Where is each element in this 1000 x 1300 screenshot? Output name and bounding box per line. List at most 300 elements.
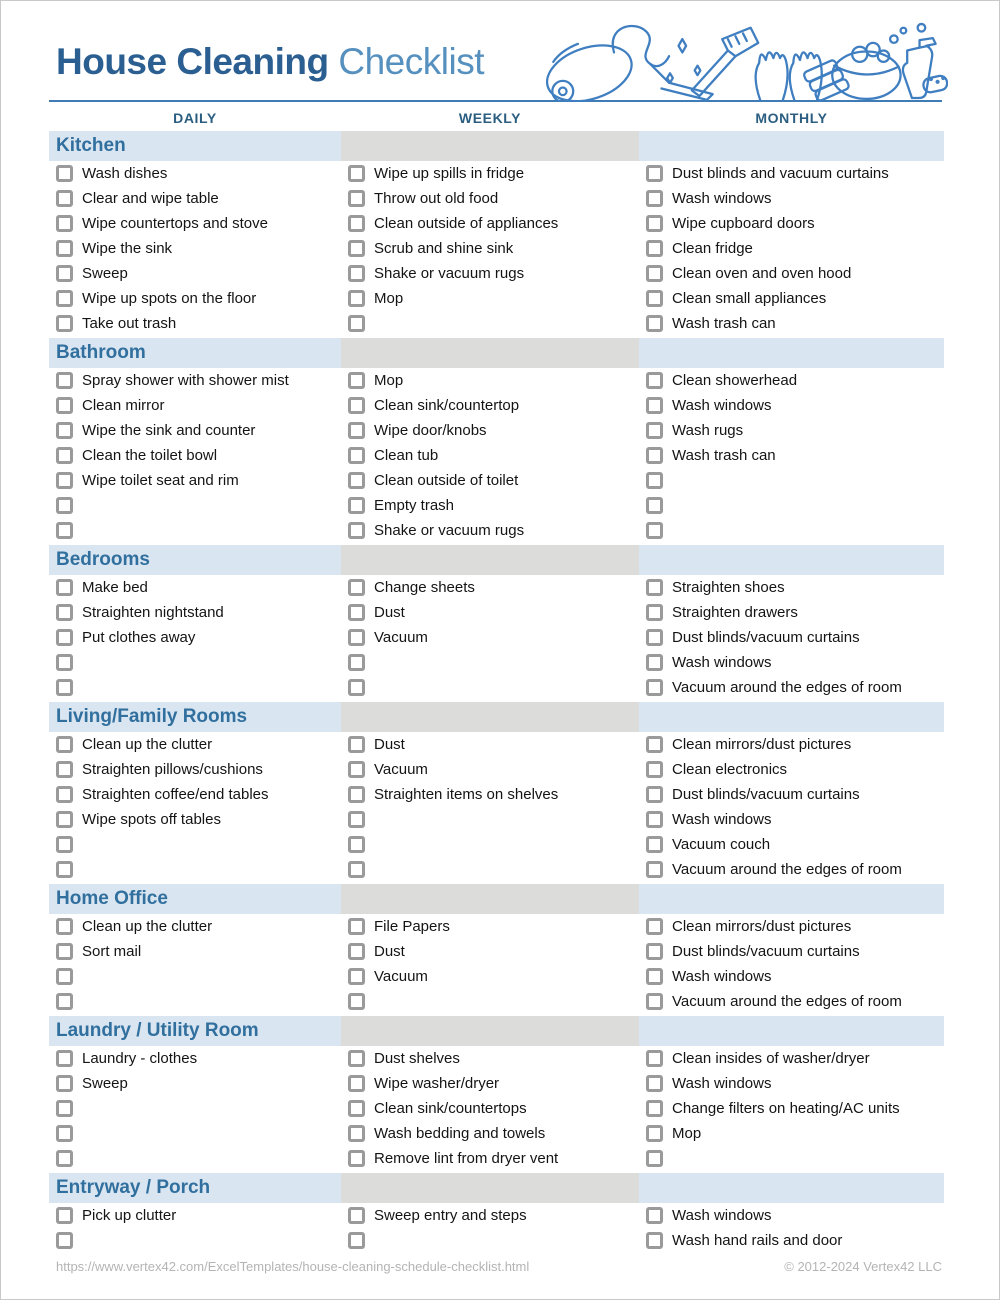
checklist-row xyxy=(49,493,341,518)
item-label: Change filters on heating/AC units xyxy=(672,1100,900,1117)
checkbox[interactable] xyxy=(56,372,73,389)
checkbox[interactable] xyxy=(348,497,365,514)
checkbox[interactable] xyxy=(646,290,663,307)
checkbox[interactable] xyxy=(348,190,365,207)
item-label: Laundry - clothes xyxy=(82,1050,198,1067)
checkbox[interactable] xyxy=(348,736,365,753)
checklist-row xyxy=(341,1146,639,1171)
checkbox[interactable] xyxy=(56,861,73,878)
checkbox[interactable] xyxy=(646,447,663,464)
checkbox[interactable] xyxy=(348,372,365,389)
band-cell-monthly xyxy=(639,702,944,732)
section-living-family-rooms xyxy=(49,702,944,882)
checkbox[interactable] xyxy=(56,761,73,778)
checkbox[interactable] xyxy=(348,1050,365,1067)
checkbox[interactable] xyxy=(348,579,365,596)
checkbox[interactable] xyxy=(646,786,663,803)
checklist-row xyxy=(49,443,341,468)
checklist-row xyxy=(639,757,944,782)
item-label: Clean tub xyxy=(374,447,439,464)
checkbox[interactable] xyxy=(56,290,73,307)
checkbox[interactable] xyxy=(646,836,663,853)
bucket-icon xyxy=(832,28,906,99)
checkbox[interactable] xyxy=(56,679,73,696)
checkbox[interactable] xyxy=(646,943,663,960)
item-label: Clean insides of washer/dryer xyxy=(672,1050,870,1067)
checklist-row xyxy=(341,443,639,468)
checkbox[interactable] xyxy=(56,1075,73,1092)
item-label: Clean electronics xyxy=(672,761,788,778)
checkbox[interactable] xyxy=(56,1125,73,1142)
section-body xyxy=(49,732,944,882)
checklist-row xyxy=(639,186,944,211)
checklist-row xyxy=(341,261,639,286)
item-label: Sweep xyxy=(82,265,128,282)
checkbox[interactable] xyxy=(348,397,365,414)
daily-column xyxy=(49,1046,341,1171)
checkbox[interactable] xyxy=(348,290,365,307)
checklist-row xyxy=(49,807,341,832)
checkbox[interactable] xyxy=(56,629,73,646)
checkbox[interactable] xyxy=(348,943,365,960)
checklist-row xyxy=(49,732,341,757)
checkbox[interactable] xyxy=(348,604,365,621)
checkbox[interactable] xyxy=(56,1207,73,1224)
item-label: Vacuum around the edges of room xyxy=(672,679,902,696)
section-title: Laundry / Utility Room xyxy=(56,1020,259,1041)
checklist-row xyxy=(639,1146,944,1171)
item-label: Take out trash xyxy=(82,315,177,332)
weekly-column xyxy=(341,161,639,336)
checklist-row xyxy=(49,600,341,625)
item-label: Clean mirrors/dust pictures xyxy=(672,918,852,935)
section-bedrooms xyxy=(49,545,944,700)
checkbox[interactable] xyxy=(646,918,663,935)
item-label: Vacuum couch xyxy=(672,836,771,853)
checkbox[interactable] xyxy=(56,968,73,985)
checkbox[interactable] xyxy=(348,811,365,828)
checkbox[interactable] xyxy=(348,422,365,439)
column-header-monthly: MONTHLY xyxy=(755,110,828,126)
checklist-row xyxy=(49,757,341,782)
checkbox[interactable] xyxy=(646,372,663,389)
item-label: Spray shower with shower mist xyxy=(82,372,289,389)
checkbox[interactable] xyxy=(348,315,365,332)
sponge-stack-icon xyxy=(803,59,850,101)
item-label: Clean showerhead xyxy=(672,372,798,389)
item-label: Dust blinds/vacuum curtains xyxy=(672,786,860,803)
checklist-row xyxy=(639,832,944,857)
checkbox[interactable] xyxy=(348,836,365,853)
item-label: Clean small appliances xyxy=(672,290,827,307)
checkbox[interactable] xyxy=(348,918,365,935)
item-label: Vacuum xyxy=(374,629,428,646)
checklist-row xyxy=(49,939,341,964)
column-header-daily: DAILY xyxy=(173,110,217,126)
checkbox[interactable] xyxy=(56,397,73,414)
checklist-row xyxy=(341,1121,639,1146)
checkbox[interactable] xyxy=(56,240,73,257)
checklist-row xyxy=(341,393,639,418)
item-label: Vacuum xyxy=(374,761,428,778)
band-cell-monthly xyxy=(639,1016,944,1046)
item-label: Wash hand rails and door xyxy=(672,1232,843,1249)
band-cell-monthly xyxy=(639,884,944,914)
checkbox[interactable] xyxy=(646,397,663,414)
weekly-column xyxy=(341,1046,639,1171)
checklist-row xyxy=(49,964,341,989)
checkbox[interactable] xyxy=(348,679,365,696)
item-label: Wipe toilet seat and rim xyxy=(82,472,239,489)
checklist-row xyxy=(341,600,639,625)
checklist-row xyxy=(341,418,639,443)
checklist-row xyxy=(341,964,639,989)
checkbox[interactable] xyxy=(646,215,663,232)
daily-column xyxy=(49,732,341,882)
checklist-row xyxy=(639,286,944,311)
checkbox[interactable] xyxy=(56,736,73,753)
checklist-row xyxy=(639,1203,944,1228)
checklist-row xyxy=(49,675,341,700)
item-label: Straighten nightstand xyxy=(82,604,224,621)
band-cell-daily xyxy=(49,545,341,575)
item-label: Wipe door/knobs xyxy=(374,422,487,439)
checkbox[interactable] xyxy=(56,654,73,671)
monthly-column xyxy=(639,161,944,336)
section-home-office xyxy=(49,884,944,1014)
weekly-column xyxy=(341,368,639,543)
checklist-row xyxy=(49,393,341,418)
band-cell-daily xyxy=(49,702,341,732)
checklist-row xyxy=(341,1203,639,1228)
checklist-row xyxy=(49,650,341,675)
band-cell-daily xyxy=(49,1173,341,1203)
checkbox[interactable] xyxy=(56,1050,73,1067)
band-cell-daily xyxy=(49,1016,341,1046)
daily-column xyxy=(49,161,341,336)
item-label: Make bed xyxy=(82,579,148,596)
brush-icon xyxy=(692,28,758,96)
checkbox[interactable] xyxy=(646,604,663,621)
checkbox[interactable] xyxy=(646,679,663,696)
item-label: Clean outside of appliances xyxy=(374,215,559,232)
checklist-row xyxy=(341,625,639,650)
checklist-row xyxy=(639,625,944,650)
item-label: Clean outside of toilet xyxy=(374,472,519,489)
checklist-row xyxy=(49,468,341,493)
checkbox[interactable] xyxy=(56,918,73,935)
checklist-row xyxy=(49,368,341,393)
checkbox[interactable] xyxy=(348,472,365,489)
item-label: Clean oven and oven hood xyxy=(672,265,852,282)
section-header-band xyxy=(49,338,944,368)
checkbox[interactable] xyxy=(348,1125,365,1142)
section-title: Living/Family Rooms xyxy=(56,706,248,727)
checkbox[interactable] xyxy=(348,447,365,464)
checklist-row xyxy=(49,518,341,543)
checkbox[interactable] xyxy=(56,422,73,439)
checkbox[interactable] xyxy=(56,1150,73,1167)
checkbox[interactable] xyxy=(56,215,73,232)
item-label: Straighten shoes xyxy=(672,579,785,596)
checklist-row xyxy=(639,675,944,700)
item-label: Wash rugs xyxy=(672,422,744,439)
item-label: Wash windows xyxy=(672,190,772,207)
item-label: Dust xyxy=(374,943,405,960)
checklist-row xyxy=(49,311,341,336)
section-body xyxy=(49,914,944,1014)
item-label: Vacuum xyxy=(374,968,428,985)
checkbox[interactable] xyxy=(646,968,663,985)
checkbox[interactable] xyxy=(56,265,73,282)
band-cell-monthly xyxy=(639,338,944,368)
checkbox[interactable] xyxy=(646,1100,663,1117)
band-cell-weekly xyxy=(341,338,639,368)
checkbox[interactable] xyxy=(646,522,663,539)
weekly-column xyxy=(341,732,639,882)
checkbox[interactable] xyxy=(56,836,73,853)
checklist-row xyxy=(341,757,639,782)
item-label: Wipe the sink and counter xyxy=(82,422,256,439)
section-body xyxy=(49,575,944,700)
checkbox[interactable] xyxy=(348,522,365,539)
item-label: Shake or vacuum rugs xyxy=(374,522,525,539)
item-label: Wash bedding and towels xyxy=(374,1125,546,1142)
sections xyxy=(49,131,944,1253)
band-cell-monthly xyxy=(639,545,944,575)
daily-column xyxy=(49,368,341,543)
item-label: Clean fridge xyxy=(672,240,753,257)
checkbox[interactable] xyxy=(348,165,365,182)
item-label: Scrub and shine sink xyxy=(374,240,514,257)
checkbox[interactable] xyxy=(348,629,365,646)
checklist-row xyxy=(341,989,639,1014)
item-label: Clean sink/countertop xyxy=(374,397,520,414)
item-label: Wash trash can xyxy=(672,315,776,332)
checkbox[interactable] xyxy=(646,761,663,778)
footer-url-link[interactable]: https://www.vertex42.com/ExcelTemplates/house-cleaning-schedule-checklist.html xyxy=(56,1259,530,1274)
checklist-row xyxy=(639,1071,944,1096)
checkbox[interactable] xyxy=(646,1050,663,1067)
checkbox[interactable] xyxy=(646,1232,663,1249)
section-title: Kitchen xyxy=(56,135,126,156)
monthly-column xyxy=(639,1203,944,1253)
section-header-band xyxy=(49,131,944,161)
checkbox[interactable] xyxy=(348,654,365,671)
checkbox[interactable] xyxy=(646,265,663,282)
checkbox[interactable] xyxy=(56,993,73,1010)
checklist-row xyxy=(341,186,639,211)
checklist-row xyxy=(639,468,944,493)
item-label: Throw out old food xyxy=(374,190,499,207)
checklist-row xyxy=(49,1096,341,1121)
checkbox[interactable] xyxy=(56,522,73,539)
checkbox[interactable] xyxy=(348,215,365,232)
checklist-row xyxy=(639,161,944,186)
checkbox[interactable] xyxy=(646,190,663,207)
checkbox[interactable] xyxy=(646,165,663,182)
checkbox[interactable] xyxy=(348,1150,365,1167)
checklist-row xyxy=(639,782,944,807)
monthly-column xyxy=(639,732,944,882)
checklist-row xyxy=(341,286,639,311)
checkbox[interactable] xyxy=(646,497,663,514)
section-header-band xyxy=(49,545,944,575)
item-label: Wash trash can xyxy=(672,447,776,464)
cleaning-illustration xyxy=(540,18,948,102)
checkbox[interactable] xyxy=(646,629,663,646)
checklist-row xyxy=(49,914,341,939)
checklist-row xyxy=(49,186,341,211)
checkbox[interactable] xyxy=(56,786,73,803)
band-cell-monthly xyxy=(639,131,944,161)
checklist-row xyxy=(639,393,944,418)
item-label: Straighten pillows/cushions xyxy=(82,761,263,778)
checkbox[interactable] xyxy=(56,943,73,960)
checkbox[interactable] xyxy=(56,1232,73,1249)
monthly-column xyxy=(639,575,944,700)
checkbox[interactable] xyxy=(56,472,73,489)
checkbox[interactable] xyxy=(348,265,365,282)
checklist-row xyxy=(639,857,944,882)
checklist-row xyxy=(341,1046,639,1071)
section-body xyxy=(49,1203,944,1253)
section-header-band xyxy=(49,1016,944,1046)
checkbox[interactable] xyxy=(646,1075,663,1092)
item-label: Sweep entry and steps xyxy=(374,1207,527,1224)
checklist-row xyxy=(639,732,944,757)
checkbox[interactable] xyxy=(646,993,663,1010)
page-title-secondary: Checklist xyxy=(328,41,484,82)
checklist-row xyxy=(639,939,944,964)
checkbox[interactable] xyxy=(56,190,73,207)
checklist-row xyxy=(341,857,639,882)
checklist-row xyxy=(49,236,341,261)
checklist-row xyxy=(341,1071,639,1096)
item-label: File Papers xyxy=(374,918,450,935)
checkbox[interactable] xyxy=(646,472,663,489)
band-cell-weekly xyxy=(341,131,639,161)
checkbox[interactable] xyxy=(348,968,365,985)
item-label: Shake or vacuum rugs xyxy=(374,265,525,282)
weekly-column xyxy=(341,914,639,1014)
checkbox[interactable] xyxy=(646,1150,663,1167)
checkbox[interactable] xyxy=(348,761,365,778)
checklist-row xyxy=(341,1228,639,1253)
checkbox[interactable] xyxy=(56,604,73,621)
checklist-row xyxy=(49,782,341,807)
checkbox[interactable] xyxy=(348,1075,365,1092)
band-cell-daily xyxy=(49,131,341,161)
item-label: Dust xyxy=(374,604,405,621)
weekly-column xyxy=(341,575,639,700)
checklist-row xyxy=(49,211,341,236)
section-header-band xyxy=(49,1173,944,1203)
checklist-row xyxy=(639,236,944,261)
checklist-row xyxy=(341,782,639,807)
section-kitchen xyxy=(49,131,944,336)
checkbox[interactable] xyxy=(646,736,663,753)
checklist-row xyxy=(639,493,944,518)
item-label: Straighten drawers xyxy=(672,604,798,621)
checklist-row xyxy=(639,989,944,1014)
checkbox[interactable] xyxy=(646,240,663,257)
checkbox[interactable] xyxy=(348,1100,365,1117)
sponge-icon xyxy=(922,75,948,94)
checkbox[interactable] xyxy=(56,447,73,464)
checklist-row xyxy=(49,1146,341,1171)
checkbox[interactable] xyxy=(646,861,663,878)
checkbox[interactable] xyxy=(348,993,365,1010)
checklist-row xyxy=(341,518,639,543)
checklist-row xyxy=(341,236,639,261)
daily-column xyxy=(49,575,341,700)
item-label: Wash windows xyxy=(672,1207,772,1224)
checkbox[interactable] xyxy=(646,811,663,828)
checkbox[interactable] xyxy=(646,422,663,439)
checklist-row xyxy=(341,807,639,832)
item-label: Wash windows xyxy=(672,654,772,671)
band-cell-weekly xyxy=(341,884,639,914)
checklist-row xyxy=(639,443,944,468)
checkbox[interactable] xyxy=(646,579,663,596)
page-title xyxy=(56,41,484,83)
checklist-row xyxy=(639,807,944,832)
checkbox[interactable] xyxy=(348,240,365,257)
checkbox[interactable] xyxy=(348,786,365,803)
checkbox[interactable] xyxy=(646,1207,663,1224)
checklist-row xyxy=(341,1096,639,1121)
item-label: Wipe up spills in fridge xyxy=(374,165,525,182)
item-label: Clean sink/countertops xyxy=(374,1100,527,1117)
checkbox[interactable] xyxy=(348,1232,365,1249)
spray-bottle-icon xyxy=(903,24,936,98)
item-label: Clean mirror xyxy=(82,397,165,414)
checklist-row xyxy=(341,161,639,186)
item-label: Vacuum around the edges of room xyxy=(672,993,902,1010)
item-label: Mop xyxy=(672,1125,702,1142)
checkbox[interactable] xyxy=(348,861,365,878)
item-label: Sweep xyxy=(82,1075,128,1092)
section-title: Home Office xyxy=(56,888,168,909)
checkbox[interactable] xyxy=(56,165,73,182)
checkbox[interactable] xyxy=(646,654,663,671)
checklist-row xyxy=(639,261,944,286)
checklist-row xyxy=(341,311,639,336)
checkbox[interactable] xyxy=(646,315,663,332)
checklist-row xyxy=(341,939,639,964)
section-title: Bathroom xyxy=(56,342,146,363)
checkbox[interactable] xyxy=(56,315,73,332)
item-label: Dust blinds/vacuum curtains xyxy=(672,629,860,646)
checklist-row xyxy=(341,914,639,939)
checklist-row xyxy=(341,493,639,518)
daily-column xyxy=(49,1203,341,1253)
checkbox[interactable] xyxy=(646,1125,663,1142)
item-label: Clean mirrors/dust pictures xyxy=(672,736,852,753)
checkbox[interactable] xyxy=(56,811,73,828)
item-label: Empty trash xyxy=(374,497,455,514)
checkbox[interactable] xyxy=(56,497,73,514)
checkbox[interactable] xyxy=(56,579,73,596)
checklist-row xyxy=(639,575,944,600)
band-cell-monthly xyxy=(639,1173,944,1203)
checkbox[interactable] xyxy=(348,1207,365,1224)
item-label: Wipe the sink xyxy=(82,240,173,257)
item-label: Clean the toilet bowl xyxy=(82,447,218,464)
checkbox[interactable] xyxy=(56,1100,73,1117)
document-footer xyxy=(49,1259,942,1274)
